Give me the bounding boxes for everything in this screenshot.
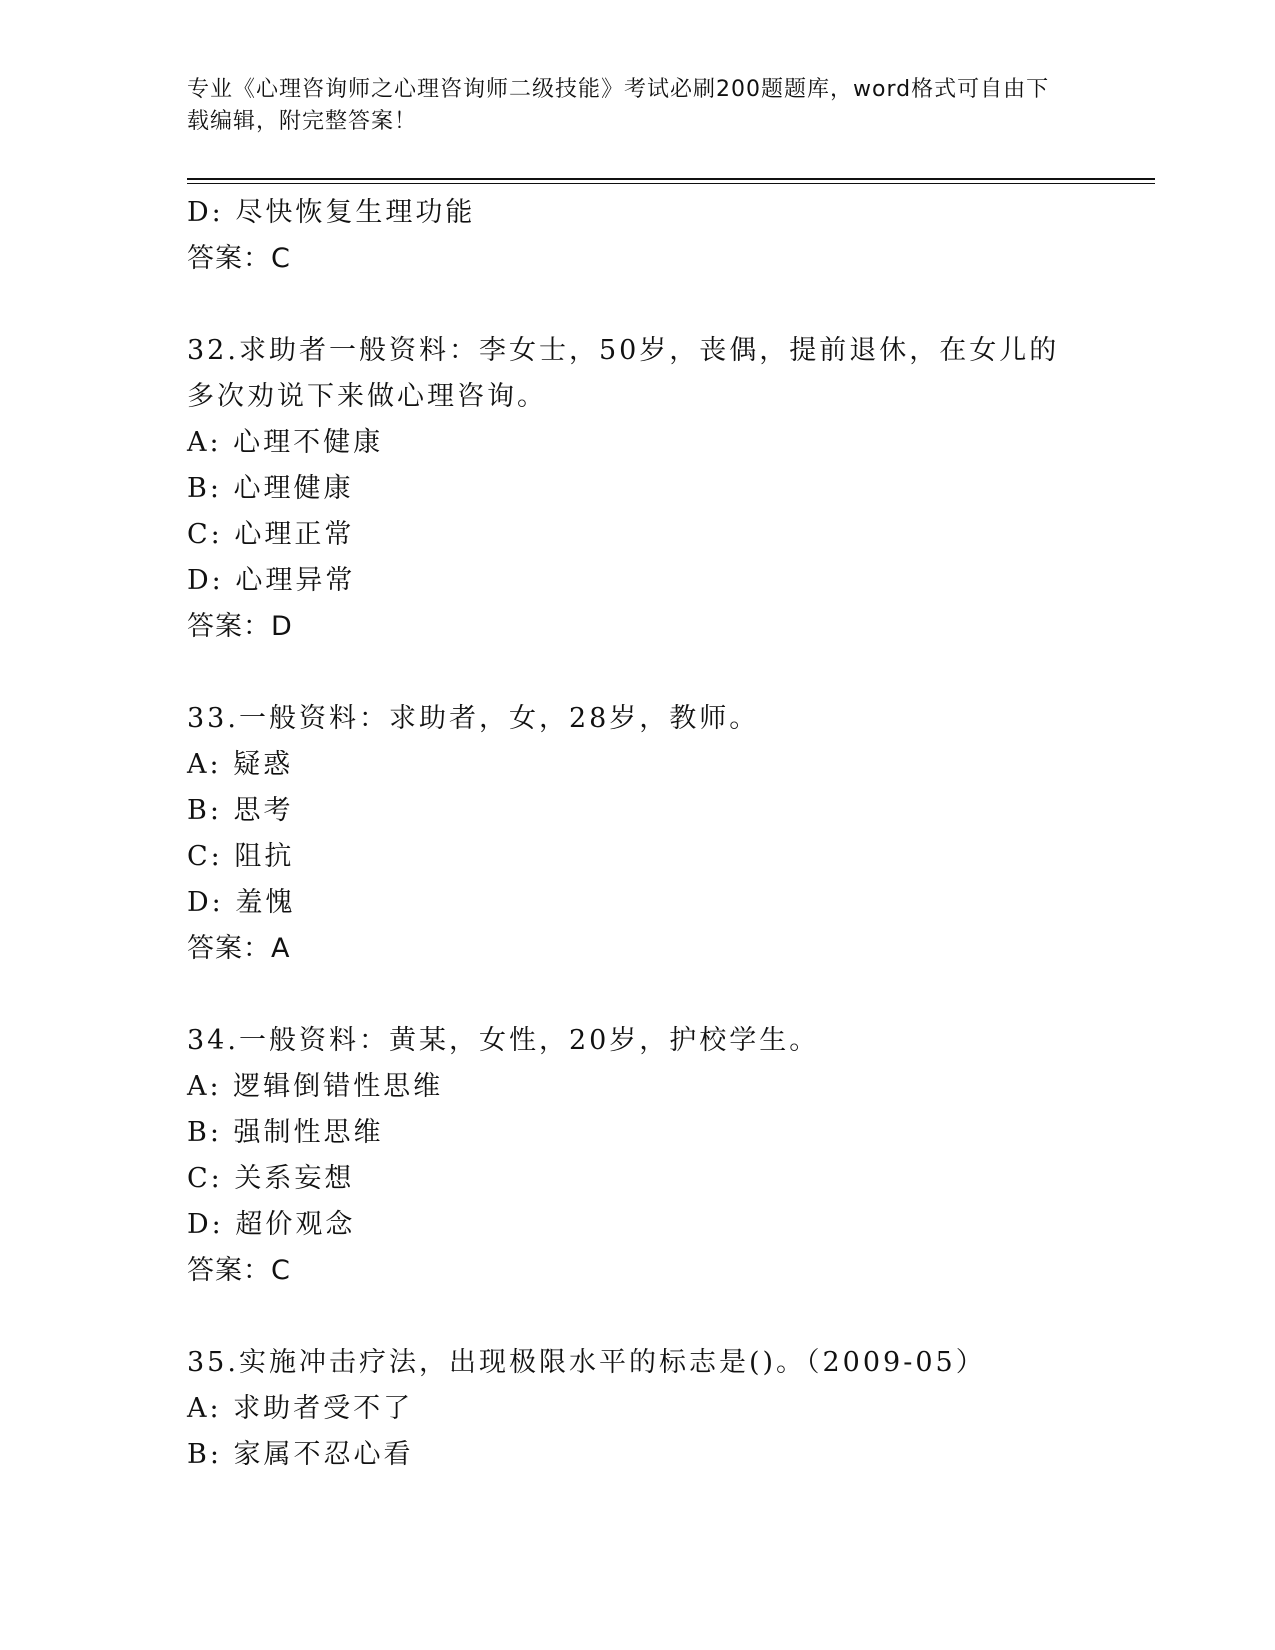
option-a: A: 求助者受不了 (187, 1393, 414, 1424)
q31-answer: 答案：C (187, 243, 291, 274)
option-d: D: 羞愧 (187, 887, 296, 918)
page-header: 专业《心理咨询师之心理咨询师二级技能》考试必刷200题题库，word格式可自由下载编辑，附完整答案！ (187, 77, 1050, 134)
option-d: D: 心理异常 (187, 565, 356, 596)
option-a: A: 心理不健康 (187, 427, 384, 458)
header-rule-thick (187, 178, 1155, 180)
question-text: 32.求助者一般资料：李女士，50岁，丧偶，提前退休，在女儿的多次劝说下来做心理咨询。 (187, 335, 1060, 412)
option-c: C: 阻抗 (187, 841, 295, 872)
answer: 答案：D (187, 611, 293, 642)
question-text: 34.一般资料：黄某，女性，20岁，护校学生。 (187, 1025, 820, 1056)
option-b: B: 家属不忍心看 (187, 1439, 414, 1470)
spacer (187, 972, 1087, 1018)
question-33 (187, 696, 1087, 972)
question-32 (187, 328, 1087, 650)
option-c: C: 关系妄想 (187, 1163, 355, 1194)
spacer (187, 650, 1087, 696)
spacer (187, 282, 1087, 328)
option-c: C: 心理正常 (187, 519, 355, 550)
answer: 答案：A (187, 933, 291, 964)
question-text: 35.实施冲击疗法，出现极限水平的标志是()。（2009-05） (187, 1347, 986, 1378)
option-b: B: 强制性思维 (187, 1117, 384, 1148)
question-34 (187, 1018, 1087, 1294)
option-a: A: 疑惑 (187, 749, 294, 780)
header-rule-thin (187, 183, 1155, 184)
question-35 (187, 1340, 1087, 1478)
option-d: D: 超价观念 (187, 1209, 356, 1240)
question-text: 33.一般资料：求助者，女，28岁，教师。 (187, 703, 760, 734)
option-a: A: 逻辑倒错性思维 (187, 1071, 444, 1102)
q31-option-d: D: 尽快恢复生理功能 (187, 197, 476, 228)
answer: 答案：C (187, 1255, 291, 1286)
spacer (187, 1294, 1087, 1340)
option-b: B: 心理健康 (187, 473, 354, 504)
question-content (187, 190, 1087, 1478)
option-b: B: 思考 (187, 795, 294, 826)
